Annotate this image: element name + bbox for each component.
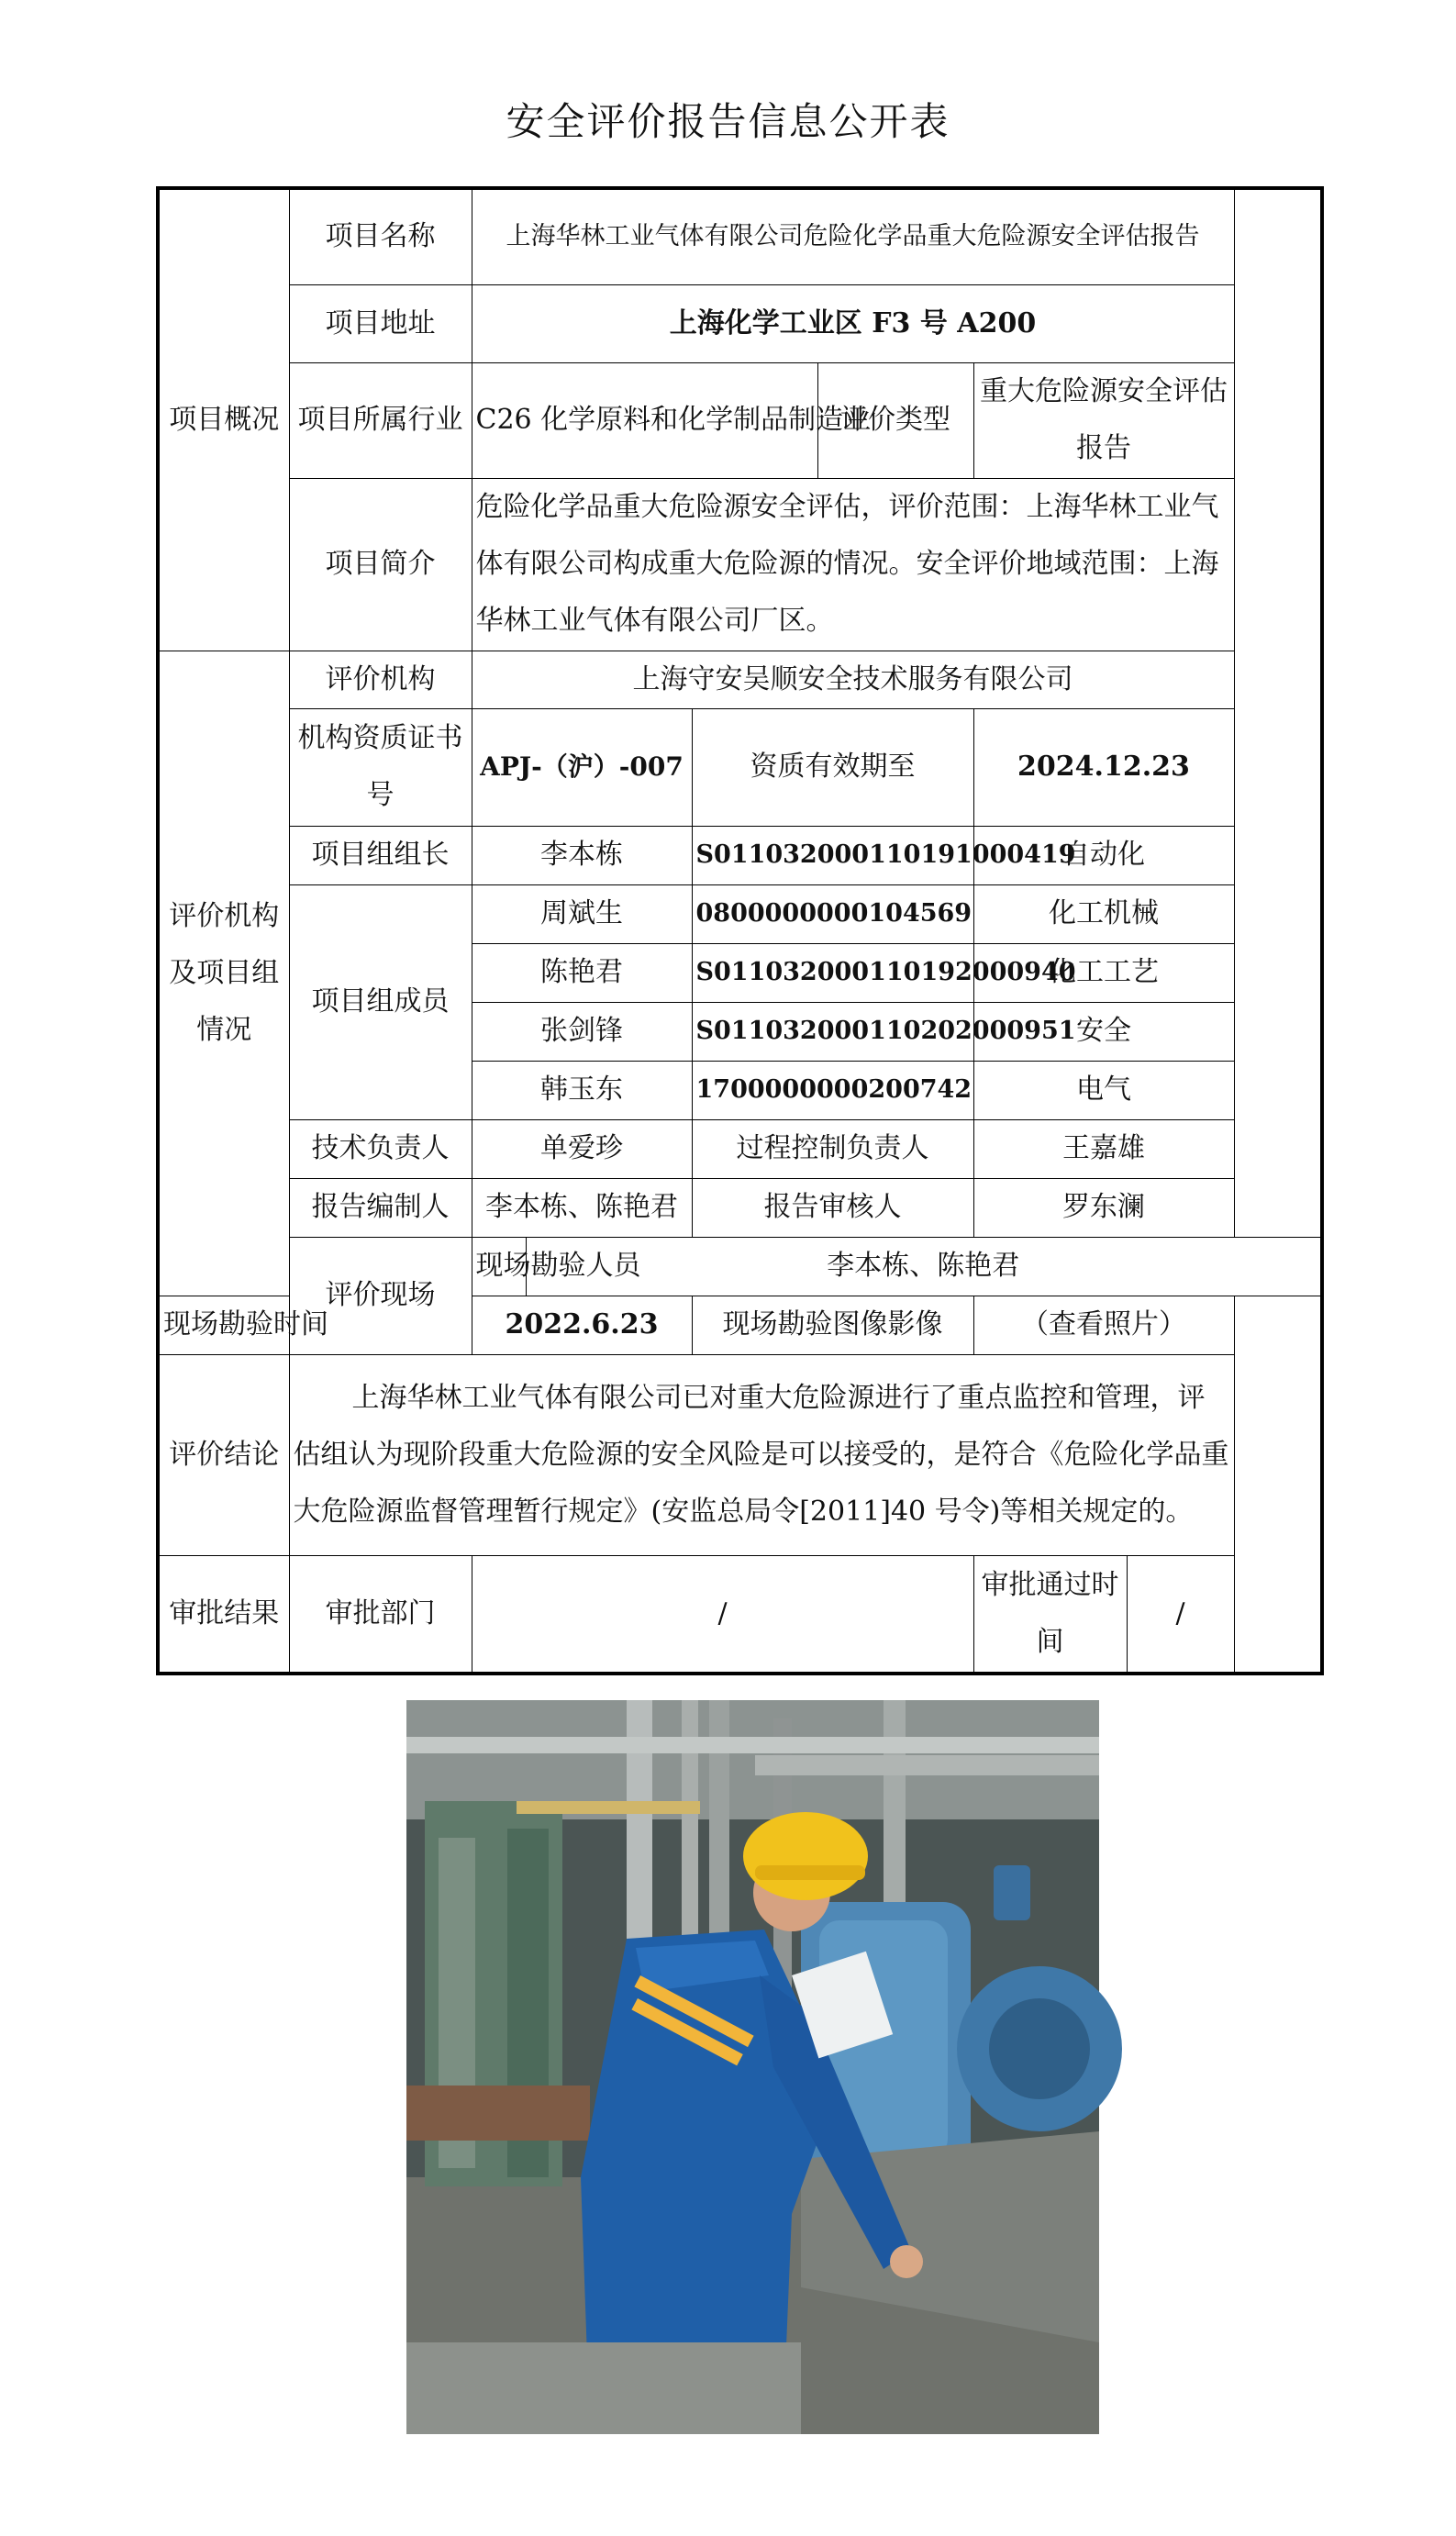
- member-field: 电气: [973, 1061, 1234, 1119]
- valid-label: 资质有效期至: [692, 708, 973, 826]
- cert-number: APJ-（沪）-007: [472, 708, 692, 826]
- eval-type-label: 评价类型: [817, 362, 973, 478]
- member-name: 韩玉东: [472, 1061, 692, 1119]
- view-photo-link[interactable]: （查看照片）: [973, 1296, 1234, 1354]
- report-authors: 李本栋、陈艳君: [472, 1178, 692, 1237]
- site-inspection-photo: [406, 1700, 1099, 2434]
- photo-illustration: [406, 1700, 1099, 2434]
- leader-id: S011032000110191000419: [692, 826, 973, 884]
- site-staff: 李本栋、陈艳君: [526, 1237, 1322, 1296]
- info-table: [156, 186, 1324, 1675]
- member-name: 张剑锋: [472, 1002, 692, 1061]
- eval-type: 重大危险源安全评估报告: [973, 362, 1234, 478]
- author-label: 报告编制人: [289, 1178, 472, 1237]
- member-field: 化工工艺: [973, 943, 1234, 1002]
- approval-dept-label: 审批部门: [289, 1555, 472, 1674]
- conclusion-body: 上海华林工业气体有限公司已对重大危险源进行了重点监控和管理，评估组认为现阶段重大危险源的安全风险是可以接受的，是符合《危险化学品重大危险源监督管理暂行规定》(安监总局令[2011]40 号令)等相关规定的。: [293, 1381, 1229, 1528]
- members-label: 项目组成员: [289, 884, 472, 1119]
- project-address-label: 项目地址: [289, 284, 472, 362]
- project-address: 上海化学工业区 F3 号 A200: [472, 284, 1234, 362]
- member-name: 周斌生: [472, 884, 692, 943]
- section-overview: 项目概况: [158, 188, 289, 651]
- site-staff-label: 现场勘验人员: [472, 1237, 526, 1296]
- section-conclusion: 评价结论: [158, 1354, 289, 1555]
- member-field: 安全: [973, 1002, 1234, 1061]
- member-id: 1700000000200742: [692, 1061, 973, 1119]
- process-lead: 王嘉雄: [973, 1119, 1234, 1178]
- org-label: 评价机构: [289, 651, 472, 708]
- leader-field: 自动化: [973, 826, 1234, 884]
- site-image-label: 现场勘验图像影像: [692, 1296, 973, 1354]
- member-field: 化工机械: [973, 884, 1234, 943]
- tech-lead-label: 技术负责人: [289, 1119, 472, 1178]
- project-intro: 危险化学品重大危险源安全评估，评价范围：上海华林工业气体有限公司构成重大危险源的情况。安全评价地域范围：上海华林工业气体有限公司厂区。: [472, 478, 1234, 651]
- reviewer-label: 报告审核人: [692, 1178, 973, 1237]
- approval-time-label: 审批通过时间: [974, 1556, 1128, 1672]
- valid-date: 2024.12.23: [973, 708, 1234, 826]
- page-title: 安全评价报告信息公开表: [506, 99, 950, 144]
- project-name-label: 项目名称: [289, 188, 472, 284]
- section-agency: 评价机构及项目组情况: [158, 651, 289, 1296]
- site-time-label: 现场勘验时间: [158, 1296, 289, 1354]
- process-lead-label: 过程控制负责人: [692, 1119, 973, 1178]
- leader-name: 李本栋: [472, 826, 692, 884]
- section-site: 评价现场: [289, 1237, 472, 1354]
- reviewer: 罗东澜: [973, 1178, 1234, 1237]
- cert-label: 机构资质证书号: [289, 708, 472, 826]
- approval-time-cell: [973, 1555, 1234, 1674]
- site-time: 2022.6.23: [472, 1296, 692, 1354]
- tech-lead: 单爱珍: [472, 1119, 692, 1178]
- leader-label: 项目组组长: [289, 826, 472, 884]
- intro-label: 项目简介: [289, 478, 472, 651]
- approval-time: /: [1175, 1596, 1185, 1629]
- section-approval: 审批结果: [158, 1555, 289, 1674]
- member-id: 0800000000104569: [692, 884, 973, 943]
- org-name: 上海守安吴顺安全技术服务有限公司: [472, 651, 1234, 708]
- member-id: S011032000110202000951: [692, 1002, 973, 1061]
- industry-label: 项目所属行业: [289, 362, 472, 478]
- industry: C26 化学原料和化学制品制造业: [472, 362, 817, 478]
- member-id: S011032000110192000940: [692, 943, 973, 1002]
- project-name: 上海华林工业气体有限公司危险化学品重大危险源安全评估报告: [472, 188, 1234, 284]
- approval-dept: /: [472, 1555, 973, 1674]
- member-name: 陈艳君: [472, 943, 692, 1002]
- conclusion-text: [289, 1354, 1234, 1555]
